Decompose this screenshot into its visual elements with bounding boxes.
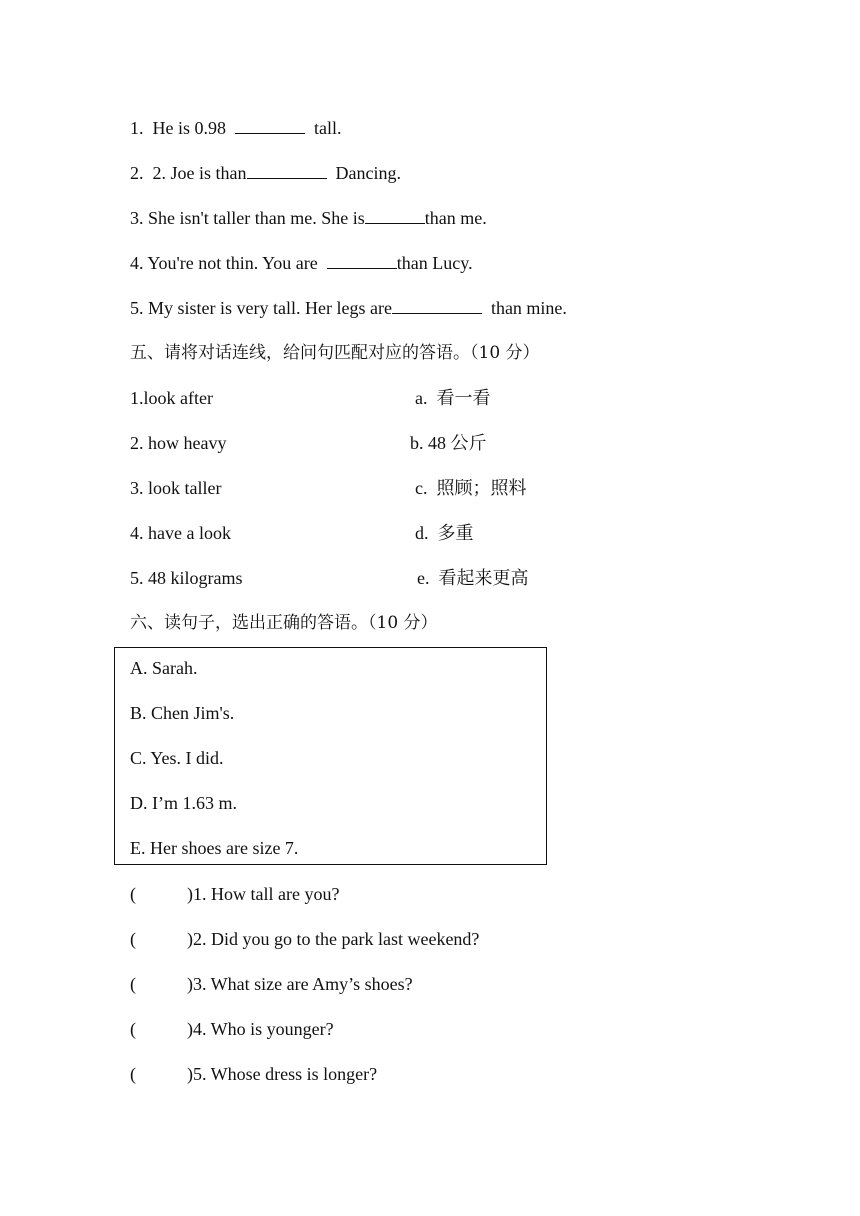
answer-blank[interactable]: [327, 252, 397, 269]
question-item: )3. What size are Amy’s shoes?: [187, 974, 413, 994]
blank-item-text: than Lucy.: [396, 253, 473, 273]
blank-item-text: 2. 2. Joe is than: [130, 163, 247, 183]
question-item: )2. Did you go to the park last weekend?: [187, 929, 480, 949]
blank-item-text: 5. My sister is very tall. Her legs are: [130, 298, 392, 318]
match-right-item[interactable]: c. 照顾；照料: [415, 478, 527, 498]
option-item: D. I’m 1.63 m.: [130, 793, 237, 813]
answer-blank[interactable]: [392, 297, 482, 314]
match-left-item[interactable]: 1.look after: [130, 388, 213, 408]
match-left-item[interactable]: 4. have a look: [130, 523, 231, 543]
answer-blank[interactable]: [235, 117, 305, 134]
match-right-item[interactable]: e. 看起来更高: [417, 568, 529, 588]
blank-item-3: [130, 207, 487, 229]
blank-item-2: [130, 162, 401, 184]
blank-item-text: 1. He is 0.98: [130, 118, 235, 138]
blank-item-text: Dancing.: [326, 163, 401, 183]
question-open-paren[interactable]: (: [130, 1064, 136, 1084]
question-open-paren[interactable]: (: [130, 1019, 136, 1039]
blank-item-text: tall.: [305, 118, 342, 138]
blank-item-text: than mine.: [481, 298, 567, 318]
blank-item-text: than me.: [424, 208, 487, 228]
option-item: C. Yes. I did.: [130, 748, 224, 768]
match-right-item[interactable]: d. 多重: [415, 523, 474, 543]
question-open-paren[interactable]: (: [130, 974, 136, 994]
match-left-item[interactable]: 5. 48 kilograms: [130, 568, 243, 588]
option-item: B. Chen Jim's.: [130, 703, 235, 723]
blank-item-text: 4. You're not thin. You are: [130, 253, 327, 273]
blank-item-1: [130, 117, 342, 139]
option-item: E. Her shoes are size 7.: [130, 838, 299, 858]
blank-item-4: [130, 252, 473, 274]
match-left-item[interactable]: 2. how heavy: [130, 433, 227, 453]
section5-heading: 五、请将对话连线，给问句匹配对应的答语。（10 分）: [130, 343, 540, 363]
question-item: )4. Who is younger?: [187, 1019, 334, 1039]
section6-heading: 六、读句子，选出正确的答语。（10 分）: [130, 613, 438, 633]
match-right-item[interactable]: b. 48 公斤: [410, 433, 487, 453]
question-item: )5. Whose dress is longer?: [187, 1064, 378, 1084]
match-right-item[interactable]: a. 看一看: [415, 388, 491, 408]
question-item: )1. How tall are you?: [187, 884, 340, 904]
blank-item-text: 3. She isn't taller than me. She is: [130, 208, 365, 228]
option-item: A. Sarah.: [130, 658, 198, 678]
answer-blank[interactable]: [365, 207, 425, 224]
match-left-item[interactable]: 3. look taller: [130, 478, 222, 498]
question-open-paren[interactable]: (: [130, 884, 136, 904]
blank-item-5: [130, 297, 567, 319]
question-open-paren[interactable]: (: [130, 929, 136, 949]
answer-blank[interactable]: [247, 162, 327, 179]
